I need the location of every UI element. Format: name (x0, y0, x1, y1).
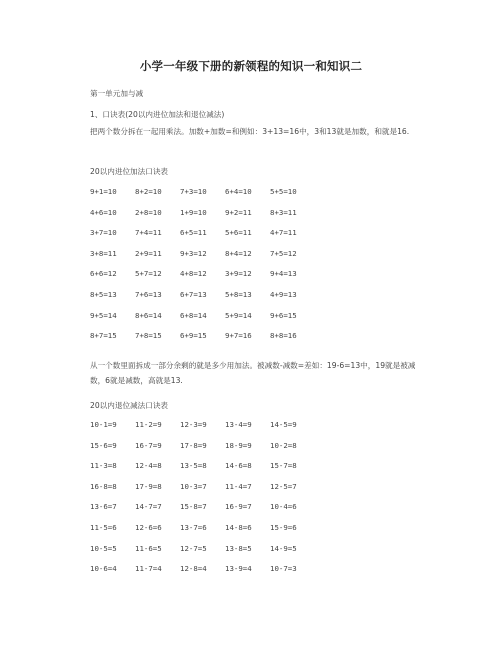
subtraction-table-cell: 17-8=9 (180, 440, 207, 450)
addition-table-cell: 3+7=10 (90, 228, 117, 238)
subtraction-table-cell: 12-3=9 (180, 420, 207, 429)
addition-table-cell: 8+6=14 (135, 310, 162, 320)
subtraction-table-cell: 11-5=6 (90, 523, 117, 532)
addition-table-cell: 1+9=10 (180, 207, 207, 217)
addition-table-cell: 4+6=10 (90, 207, 117, 217)
addition-table-row (90, 249, 315, 258)
subtraction-table-cell: 12-7=5 (180, 543, 207, 553)
addition-table-cell: 9+3=12 (180, 248, 207, 258)
subtraction-table-cell: 10-1=9 (90, 420, 117, 429)
subtraction-table-cell: 14-7=7 (135, 502, 162, 512)
subtraction-table-cell: 11-6=5 (135, 543, 162, 553)
addition-table-cell: 9+1=10 (90, 187, 117, 196)
addition-table-cell: 8+4=12 (225, 248, 252, 258)
subtraction-table-row (90, 544, 315, 553)
subtraction-table-cell: 17-9=8 (135, 481, 162, 491)
addition-table-cell: 8+2=10 (135, 187, 162, 196)
addition-table-row (90, 187, 315, 196)
addition-intro-paragraph: 把两个数分拆在一起用乘法。加数+加数=和例如：3+13=16中，3和13就是加数，和就是16. (90, 127, 410, 136)
addition-table-cell: 4+7=11 (270, 228, 297, 238)
subtraction-table-cell: 13-7=6 (180, 523, 207, 532)
addition-table-cell: 6+5=11 (180, 228, 207, 238)
addition-table-cell: 7+4=11 (135, 228, 162, 238)
addition-table-cell: 9+4=13 (270, 269, 297, 279)
addition-table-cell: 5+5=10 (270, 187, 297, 196)
subtraction-table-cell: 10-2=8 (270, 440, 297, 450)
addition-table-cell: 7+6=13 (135, 290, 162, 299)
addition-table-row (90, 208, 315, 217)
subtraction-table-cell: 16-9=7 (225, 502, 252, 512)
subtraction-table-cell: 12-4=8 (135, 461, 162, 471)
subtraction-table-row (90, 482, 315, 491)
subtraction-table-cell: 14-8=6 (225, 523, 252, 532)
addition-table-cell: 6+6=12 (90, 269, 117, 279)
document-title: 小学一年级下册的新领程的知识一和知识二 (139, 59, 363, 73)
subtraction-intro-paragraph: 从一个数里面拆成一部分余剩的就是多少用加法。被减数-减数=差如：19-6=13中，19就是被减数，6就是减数，高就是13. (90, 361, 416, 385)
subtraction-table-row (90, 420, 315, 429)
addition-table-row (90, 290, 315, 299)
subtraction-table-cell: 14-6=8 (225, 461, 252, 471)
addition-table-row (90, 311, 315, 320)
subtraction-table-cell: 12-5=7 (270, 481, 297, 491)
subtraction-table-cell: 18-9=9 (225, 440, 252, 450)
addition-table-cell: 7+8=15 (135, 331, 162, 341)
addition-table-cell: 6+7=13 (180, 290, 207, 299)
subtraction-table-cell: 13-5=8 (180, 461, 207, 471)
unit-heading: 第一单元加与减 (90, 89, 144, 98)
subtraction-table-row (90, 502, 315, 511)
addition-table-cell: 5+6=11 (225, 228, 252, 238)
addition-table-cell: 2+8=10 (135, 207, 162, 217)
subtraction-table-cell: 16-7=9 (135, 440, 162, 450)
subtraction-table-cell: 10-7=3 (270, 564, 297, 574)
addition-table-cell: 6+4=10 (225, 187, 252, 196)
addition-table-cell: 3+9=12 (225, 269, 252, 279)
subtraction-table-cell: 11-2=9 (135, 420, 162, 429)
subtraction-table-cell: 11-3=8 (90, 461, 117, 471)
addition-table-cell: 9+7=16 (225, 331, 252, 341)
subtraction-table-cell: 12-8=4 (180, 564, 207, 574)
subtraction-table-cell: 13-9=4 (225, 564, 252, 574)
subtraction-table-cell: 10-4=6 (270, 502, 297, 512)
subtraction-table-row (90, 564, 315, 573)
subtraction-table-cell: 15-6=9 (90, 440, 117, 450)
addition-table-row (90, 331, 315, 340)
addition-table-cell: 8+7=15 (90, 331, 117, 341)
addition-table-cell: 4+8=12 (180, 269, 207, 279)
addition-table-cell: 9+2=11 (225, 207, 252, 217)
addition-table-cell: 3+8=11 (90, 248, 117, 258)
subtraction-table-cell: 13-8=5 (225, 543, 252, 553)
subtraction-table-row (90, 441, 315, 450)
subtraction-table-cell: 10-6=4 (90, 564, 117, 574)
addition-table-cell: 6+9=15 (180, 331, 207, 341)
subtraction-table-cell: 12-6=6 (135, 523, 162, 532)
subtraction-table-heading: 20以内退位减法口诀表 (90, 401, 169, 410)
addition-table-cell: 5+9=14 (225, 310, 252, 320)
addition-table-heading: 20以内进位加法口诀表 (90, 167, 169, 176)
addition-table-cell: 6+8=14 (180, 310, 207, 320)
addition-table-cell: 7+3=10 (180, 187, 207, 196)
addition-table-cell: 7+5=12 (270, 248, 297, 258)
subtraction-table-cell: 14-9=5 (270, 543, 297, 553)
addition-table-cell: 8+5=13 (90, 290, 117, 299)
addition-table-cell: 2+9=11 (135, 248, 162, 258)
subtraction-table-cell: 10-3=7 (180, 481, 207, 491)
subtraction-table-cell: 11-4=7 (225, 481, 252, 491)
subtraction-table-cell: 10-5=5 (90, 543, 117, 553)
addition-table-cell: 8+8=16 (270, 331, 297, 341)
addition-table-cell: 9+6=15 (270, 310, 297, 320)
addition-table-row (90, 228, 315, 237)
addition-table-cell: 5+8=13 (225, 290, 252, 299)
subtraction-table-cell: 16-8=8 (90, 481, 117, 491)
subtraction-table-cell: 14-5=9 (270, 420, 297, 429)
addition-table-cell: 5+7=12 (135, 269, 162, 279)
subtraction-table-row (90, 461, 315, 470)
addition-table-cell: 4+9=13 (270, 290, 297, 299)
subtraction-table-row (90, 523, 315, 532)
subtraction-table-cell: 15-8=7 (180, 502, 207, 512)
subtraction-table-cell: 11-7=4 (135, 564, 162, 574)
subtraction-table-cell: 15-7=8 (270, 461, 297, 471)
section-heading: 1、口诀表(20以内进位加法和退位减法) (90, 110, 225, 119)
addition-table-cell: 8+3=11 (270, 207, 297, 217)
subtraction-table-cell: 13-4=9 (225, 420, 252, 429)
subtraction-table-cell: 13-6=7 (90, 502, 117, 512)
addition-table-cell: 9+5=14 (90, 310, 117, 320)
subtraction-table-cell: 15-9=6 (270, 523, 297, 532)
addition-table-row (90, 269, 315, 278)
